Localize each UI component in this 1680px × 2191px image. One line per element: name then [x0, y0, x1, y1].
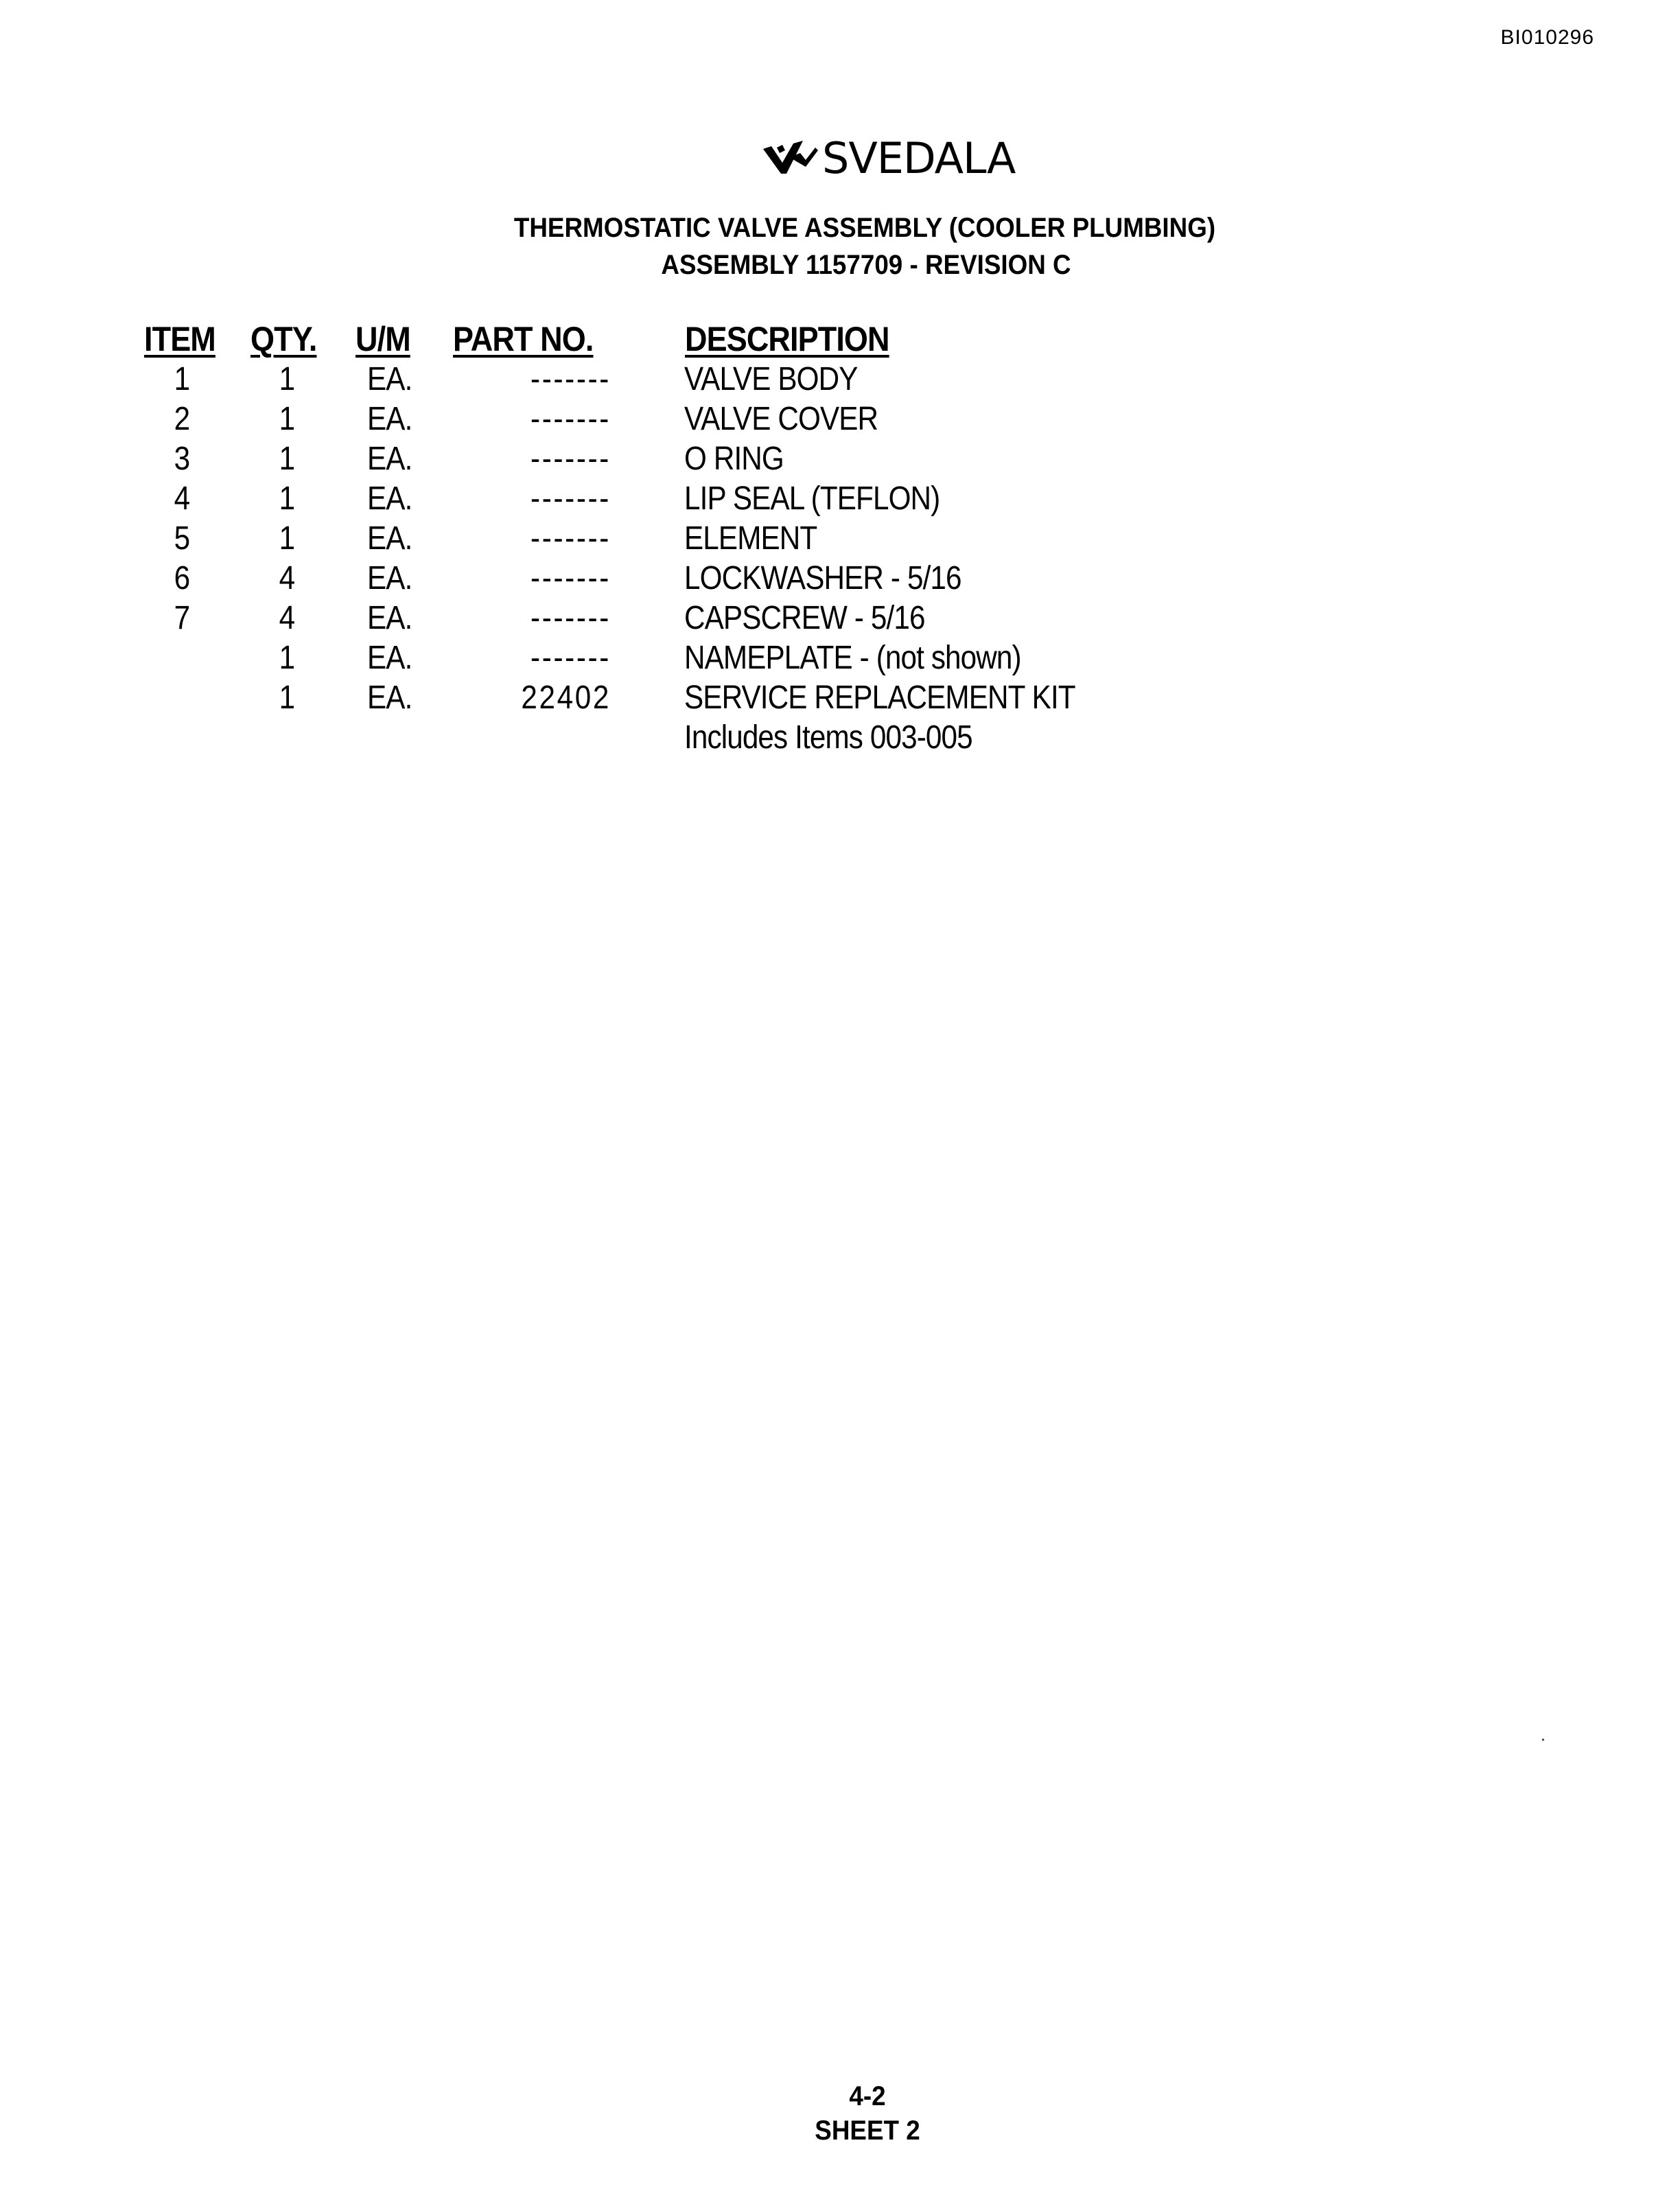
row-qty: 4 [279, 560, 295, 596]
row-um: EA. [367, 600, 412, 636]
document-id: BI010296 [1500, 26, 1594, 49]
table-row [0, 599, 1680, 639]
row-qty: 4 [279, 600, 295, 636]
row-um: EA. [367, 640, 412, 676]
row-part-no: ------- [530, 600, 611, 636]
header-part-no: PART NO. [453, 320, 594, 358]
row-qty: 1 [279, 640, 295, 676]
row-qty: 1 [279, 441, 295, 477]
row-um: EA. [367, 441, 412, 477]
page-number: 4-2 [849, 2081, 886, 2111]
row-qty: 1 [279, 680, 295, 716]
header-qty: QTY. [250, 320, 317, 358]
row-part-no: ------- [530, 560, 611, 596]
header-description: DESCRIPTION [685, 320, 889, 358]
assembly-revision: ASSEMBLY 1157709 - REVISION C [661, 250, 1071, 280]
row-description: VALVE BODY [684, 361, 858, 397]
brand-name: SVEDALA [822, 132, 1016, 183]
table-row [0, 480, 1680, 520]
row-description: LIP SEAL (TEFLON) [684, 480, 940, 517]
table-row [0, 400, 1680, 440]
row-part-no: ------- [530, 480, 611, 517]
row-item: 3 [174, 441, 190, 477]
table-row [0, 520, 1680, 559]
row-item: 6 [174, 560, 190, 596]
table-row [0, 719, 1680, 758]
table-row [0, 360, 1680, 400]
table-row [0, 679, 1680, 719]
header-item: ITEM [144, 320, 215, 358]
row-um: EA. [367, 680, 412, 716]
row-description: VALVE COVER [684, 401, 878, 437]
scan-speck [1542, 1739, 1544, 1741]
row-um: EA. [367, 560, 412, 596]
row-part-no: ------- [530, 361, 611, 397]
row-part-no: 22402 [521, 680, 611, 716]
row-part-no: ------- [530, 520, 611, 557]
row-item: 5 [174, 520, 190, 557]
row-item: 1 [174, 361, 190, 397]
table-row [0, 440, 1680, 480]
row-um: EA. [367, 520, 412, 557]
header-um: U/M [355, 320, 410, 358]
row-part-no: ------- [530, 401, 611, 437]
row-item: 2 [174, 401, 190, 437]
row-qty: 1 [279, 480, 295, 517]
table-row [0, 559, 1680, 599]
row-description: Includes Items 003-005 [684, 719, 972, 756]
row-item: 7 [174, 600, 190, 636]
row-description: O RING [684, 441, 784, 477]
row-part-no: ------- [530, 640, 611, 676]
row-description: LOCKWASHER - 5/16 [684, 560, 961, 596]
sheet-number: SHEET 2 [815, 2115, 920, 2146]
table-row [0, 639, 1680, 679]
row-description: SERVICE REPLACEMENT KIT [684, 680, 1075, 716]
svedala-logo [762, 134, 1015, 182]
svedala-logo-icon [762, 139, 818, 176]
row-description: ELEMENT [684, 520, 817, 557]
row-part-no: ------- [530, 441, 611, 477]
row-qty: 1 [279, 401, 295, 437]
row-description: NAMEPLATE - (not shown) [684, 640, 1021, 676]
row-um: EA. [367, 401, 412, 437]
row-um: EA. [367, 480, 412, 517]
document-title: THERMOSTATIC VALVE ASSEMBLY (COOLER PLUMBING) [513, 213, 1216, 243]
row-description: CAPSCREW - 5/16 [684, 600, 925, 636]
parts-table [0, 360, 1680, 758]
row-qty: 1 [279, 361, 295, 397]
row-item: 4 [174, 480, 190, 517]
row-um: EA. [367, 361, 412, 397]
row-qty: 1 [279, 520, 295, 557]
